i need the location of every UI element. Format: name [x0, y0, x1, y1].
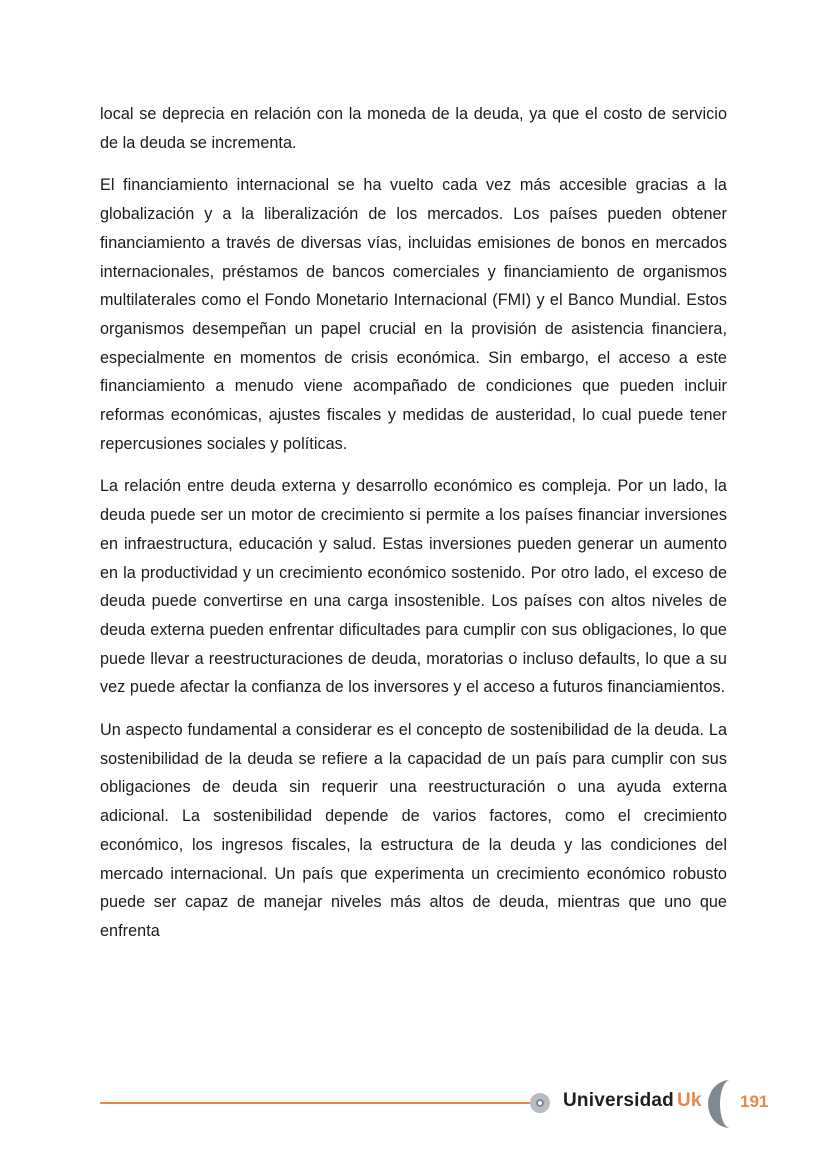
brand-accent-text: Uk — [676, 1090, 702, 1111]
target-circle-icon — [530, 1093, 550, 1113]
brand-logo — [563, 1090, 702, 1112]
brand-main-text: Universidad — [563, 1090, 674, 1111]
paragraph: local se deprecia en relación con la moneda de la deuda, ya que el costo de servicio de la deuda se incrementa. — [100, 105, 727, 152]
page-footer — [0, 1080, 828, 1130]
page-body — [100, 100, 727, 960]
paragraph: Un aspecto fundamental a considerar es el concepto de sostenibilidad de la deuda. La sostenibilidad de la deuda se refiere a la capacidad de un país para cumplir con sus obligaciones de deuda sin requerir una reestructuración o una ayuda externa adicional. La sostenibilidad depende de varios factores, como el crecimiento económico, los ingresos fiscales, la estructura de la deuda y las condiciones del mercado internacional. Un país que experimenta un crecimiento económico robusto puede ser capaz de manejar niveles más altos de deuda, mientras que uno que enfrenta — [100, 721, 727, 940]
footer-divider-line — [100, 1102, 530, 1104]
page-number: 191 — [740, 1092, 769, 1111]
paragraph: El financiamiento internacional se ha vuelto cada vez más accesible gracias a la globalización y a la liberalización de los mercados. Los países pueden obtener financiamiento a través de diversas vías, incluidas emisiones de bonos en mercados internacionales, préstamos de bancos comerciales y financiamiento de organismos multilaterales como el Fondo Monetario Internacional (FMI) y el Banco Mundial. Estos organismos desempeñan un papel crucial en la provisión de asistencia financiera, especialmente en momentos de crisis económica. Sin embargo, el acceso a este financiamiento a menudo viene acompañado de condiciones que pueden incluir reformas económicas, ajustes fiscales y medidas de austeridad, lo cual puede tener repercusiones sociales y políticas. — [100, 176, 727, 453]
paragraph: La relación entre deuda externa y desarrollo económico es compleja. Por un lado, la deuda puede ser un motor de crecimiento si permite a los países financiar inversiones en infraestructura, educación y salud. Estas inversiones pueden generar un aumento en la productividad y un crecimiento económico sostenido. Por otro lado, el exceso de deuda puede convertirse en una carga insostenible. Los países con altos niveles de deuda externa pueden enfrentar dificultades para cumplir con sus obligaciones, lo que puede llevar a reestructuraciones de deuda, moratorias o incluso defaults, lo que a su vez puede afectar la confianza de los inversores y el acceso a futuros financiamientos. — [100, 477, 727, 697]
